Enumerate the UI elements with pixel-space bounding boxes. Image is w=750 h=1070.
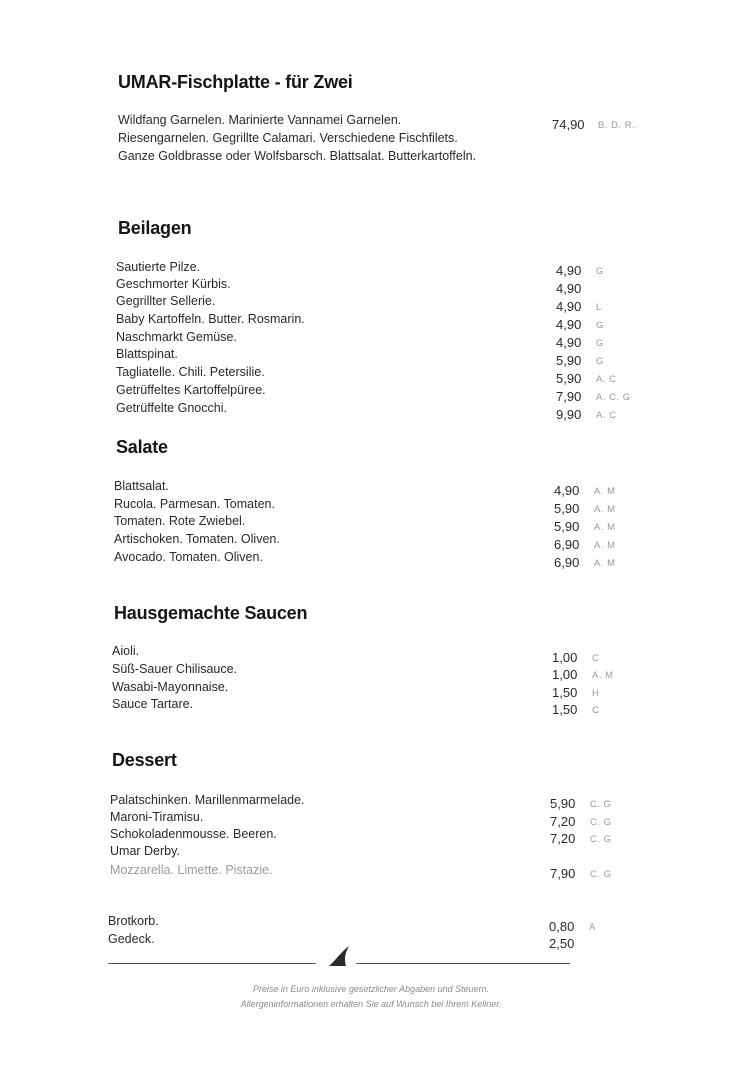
item-allergens: C. G xyxy=(590,869,612,880)
footer-divider-left xyxy=(108,963,316,964)
list-item: Wasabi-Mayonnaise. xyxy=(112,680,229,694)
item-allergens: G xyxy=(596,356,604,367)
list-item: Umar Derby. xyxy=(110,844,180,858)
item-allergens: C. G xyxy=(590,799,612,810)
fischplatte-line-1: Wildfang Garnelen. Marinierte Vannamei Garnelen. xyxy=(118,113,402,127)
item-price: 4,90 xyxy=(556,281,582,296)
item-price: 5,90 xyxy=(550,796,576,811)
item-allergens: A. M xyxy=(594,558,616,569)
salate-title: Salate xyxy=(116,437,168,457)
list-item: Rucola. Parmesan. Tomaten. xyxy=(114,497,275,511)
item-allergens: A. M xyxy=(594,504,616,515)
list-item: Blattsalat. xyxy=(114,479,169,493)
item-price: 7,90 xyxy=(556,389,582,404)
item-allergens: C. G xyxy=(590,817,612,828)
item-price: 0,80 xyxy=(549,919,575,934)
item-price: 7,90 xyxy=(550,866,576,881)
shark-fin-icon xyxy=(327,945,355,972)
list-item: Sautierte Pilze. xyxy=(116,260,201,274)
list-item: Gedeck. xyxy=(108,932,155,946)
list-item: Tagliatelle. Chili. Petersilie. xyxy=(116,365,265,379)
list-item: Brotkorb. xyxy=(108,914,159,928)
list-item: Aioli. xyxy=(112,644,140,658)
item-price: 4,90 xyxy=(556,299,582,314)
list-item: Getrüffeltes Kartoffelpüree. xyxy=(116,383,266,397)
fischplatte-title: UMAR-Fischplatte - für Zwei xyxy=(118,72,353,92)
item-price: 4,90 xyxy=(556,263,582,278)
item-price: 5,90 xyxy=(554,501,580,516)
saucen-title: Hausgemachte Saucen xyxy=(114,603,308,623)
fischplatte-price: 74,90 xyxy=(552,117,585,132)
list-item: Getrüffelte Gnocchi. xyxy=(116,401,227,415)
item-price: 5,90 xyxy=(556,353,582,368)
list-item: Artischoken. Tomaten. Oliven. xyxy=(114,532,280,546)
list-item: Gegrillter Sellerie. xyxy=(116,294,216,308)
footer-note-prices: Preise in Euro inklusive gesetzlicher Abgaben und Steuern. xyxy=(252,984,490,994)
list-item: Geschmorter Kürbis. xyxy=(116,277,231,291)
list-item: Mozzarella. Limette. Pistazie. xyxy=(110,863,273,877)
item-price: 5,90 xyxy=(556,371,582,386)
item-price: 1,00 xyxy=(552,667,578,682)
item-price: 9,90 xyxy=(556,407,582,422)
item-price: 1,50 xyxy=(552,685,578,700)
item-price: 4,90 xyxy=(556,335,582,350)
dessert-title: Dessert xyxy=(112,750,177,770)
item-allergens: G xyxy=(596,266,604,277)
item-price: 4,90 xyxy=(556,317,582,332)
item-allergens: A. C xyxy=(596,410,617,421)
list-item: Naschmarkt Gemüse. xyxy=(116,330,237,344)
item-allergens: C. G xyxy=(590,834,612,845)
list-item: Avocado. Tomaten. Oliven. xyxy=(114,550,263,564)
item-price: 5,90 xyxy=(554,519,580,534)
fischplatte-allergens: B. D. R. xyxy=(598,120,636,131)
item-allergens: A xyxy=(589,922,596,933)
item-price: 1,50 xyxy=(552,702,578,717)
fischplatte-line-2: Riesengarnelen. Gegrillte Calamari. Verschiedene Fischfilets. xyxy=(118,131,458,145)
item-price: 4,90 xyxy=(554,483,580,498)
item-allergens: A. C. G xyxy=(596,392,631,403)
item-allergens: A. C xyxy=(596,374,617,385)
item-allergens: A. M xyxy=(592,670,614,681)
list-item: Palatschinken. Marillenmarmelade. xyxy=(110,793,305,807)
item-allergens: A. M xyxy=(594,522,616,533)
item-allergens: A. M xyxy=(594,540,616,551)
item-allergens: C xyxy=(592,653,600,664)
item-allergens: H xyxy=(592,688,600,699)
list-item: Süß-Sauer Chilisauce. xyxy=(112,662,238,676)
list-item: Tomaten. Rote Zwiebel. xyxy=(114,514,246,528)
item-price: 1,00 xyxy=(552,650,578,665)
item-allergens: A. M xyxy=(594,486,616,497)
list-item: Sauce Tartare. xyxy=(112,697,194,711)
item-price: 6,90 xyxy=(554,537,580,552)
fischplatte-line-3: Ganze Goldbrasse oder Wolfsbarsch. Blattsalat. Butterkartoffeln. xyxy=(118,149,477,163)
item-price: 7,20 xyxy=(550,814,576,829)
item-price: 2,50 xyxy=(549,936,575,951)
list-item: Baby Kartoffeln. Butter. Rosmarin. xyxy=(116,312,305,326)
list-item: Schokoladenmousse. Beeren. xyxy=(110,827,277,841)
item-allergens: G xyxy=(596,320,604,331)
item-allergens: G xyxy=(596,338,604,349)
item-price: 6,90 xyxy=(554,555,580,570)
footer-note-allergens: Allergeninformationen erhalten Sie auf Wunsch bei Ihrem Kellner. xyxy=(240,999,502,1009)
list-item: Blattspinat. xyxy=(116,347,178,361)
footer-divider-right xyxy=(356,963,570,964)
item-allergens: C xyxy=(592,705,600,716)
item-allergens: L xyxy=(596,302,602,313)
list-item: Maroni-Tiramisu. xyxy=(110,810,204,824)
beilagen-title: Beilagen xyxy=(118,218,192,238)
item-price: 7,20 xyxy=(550,831,576,846)
